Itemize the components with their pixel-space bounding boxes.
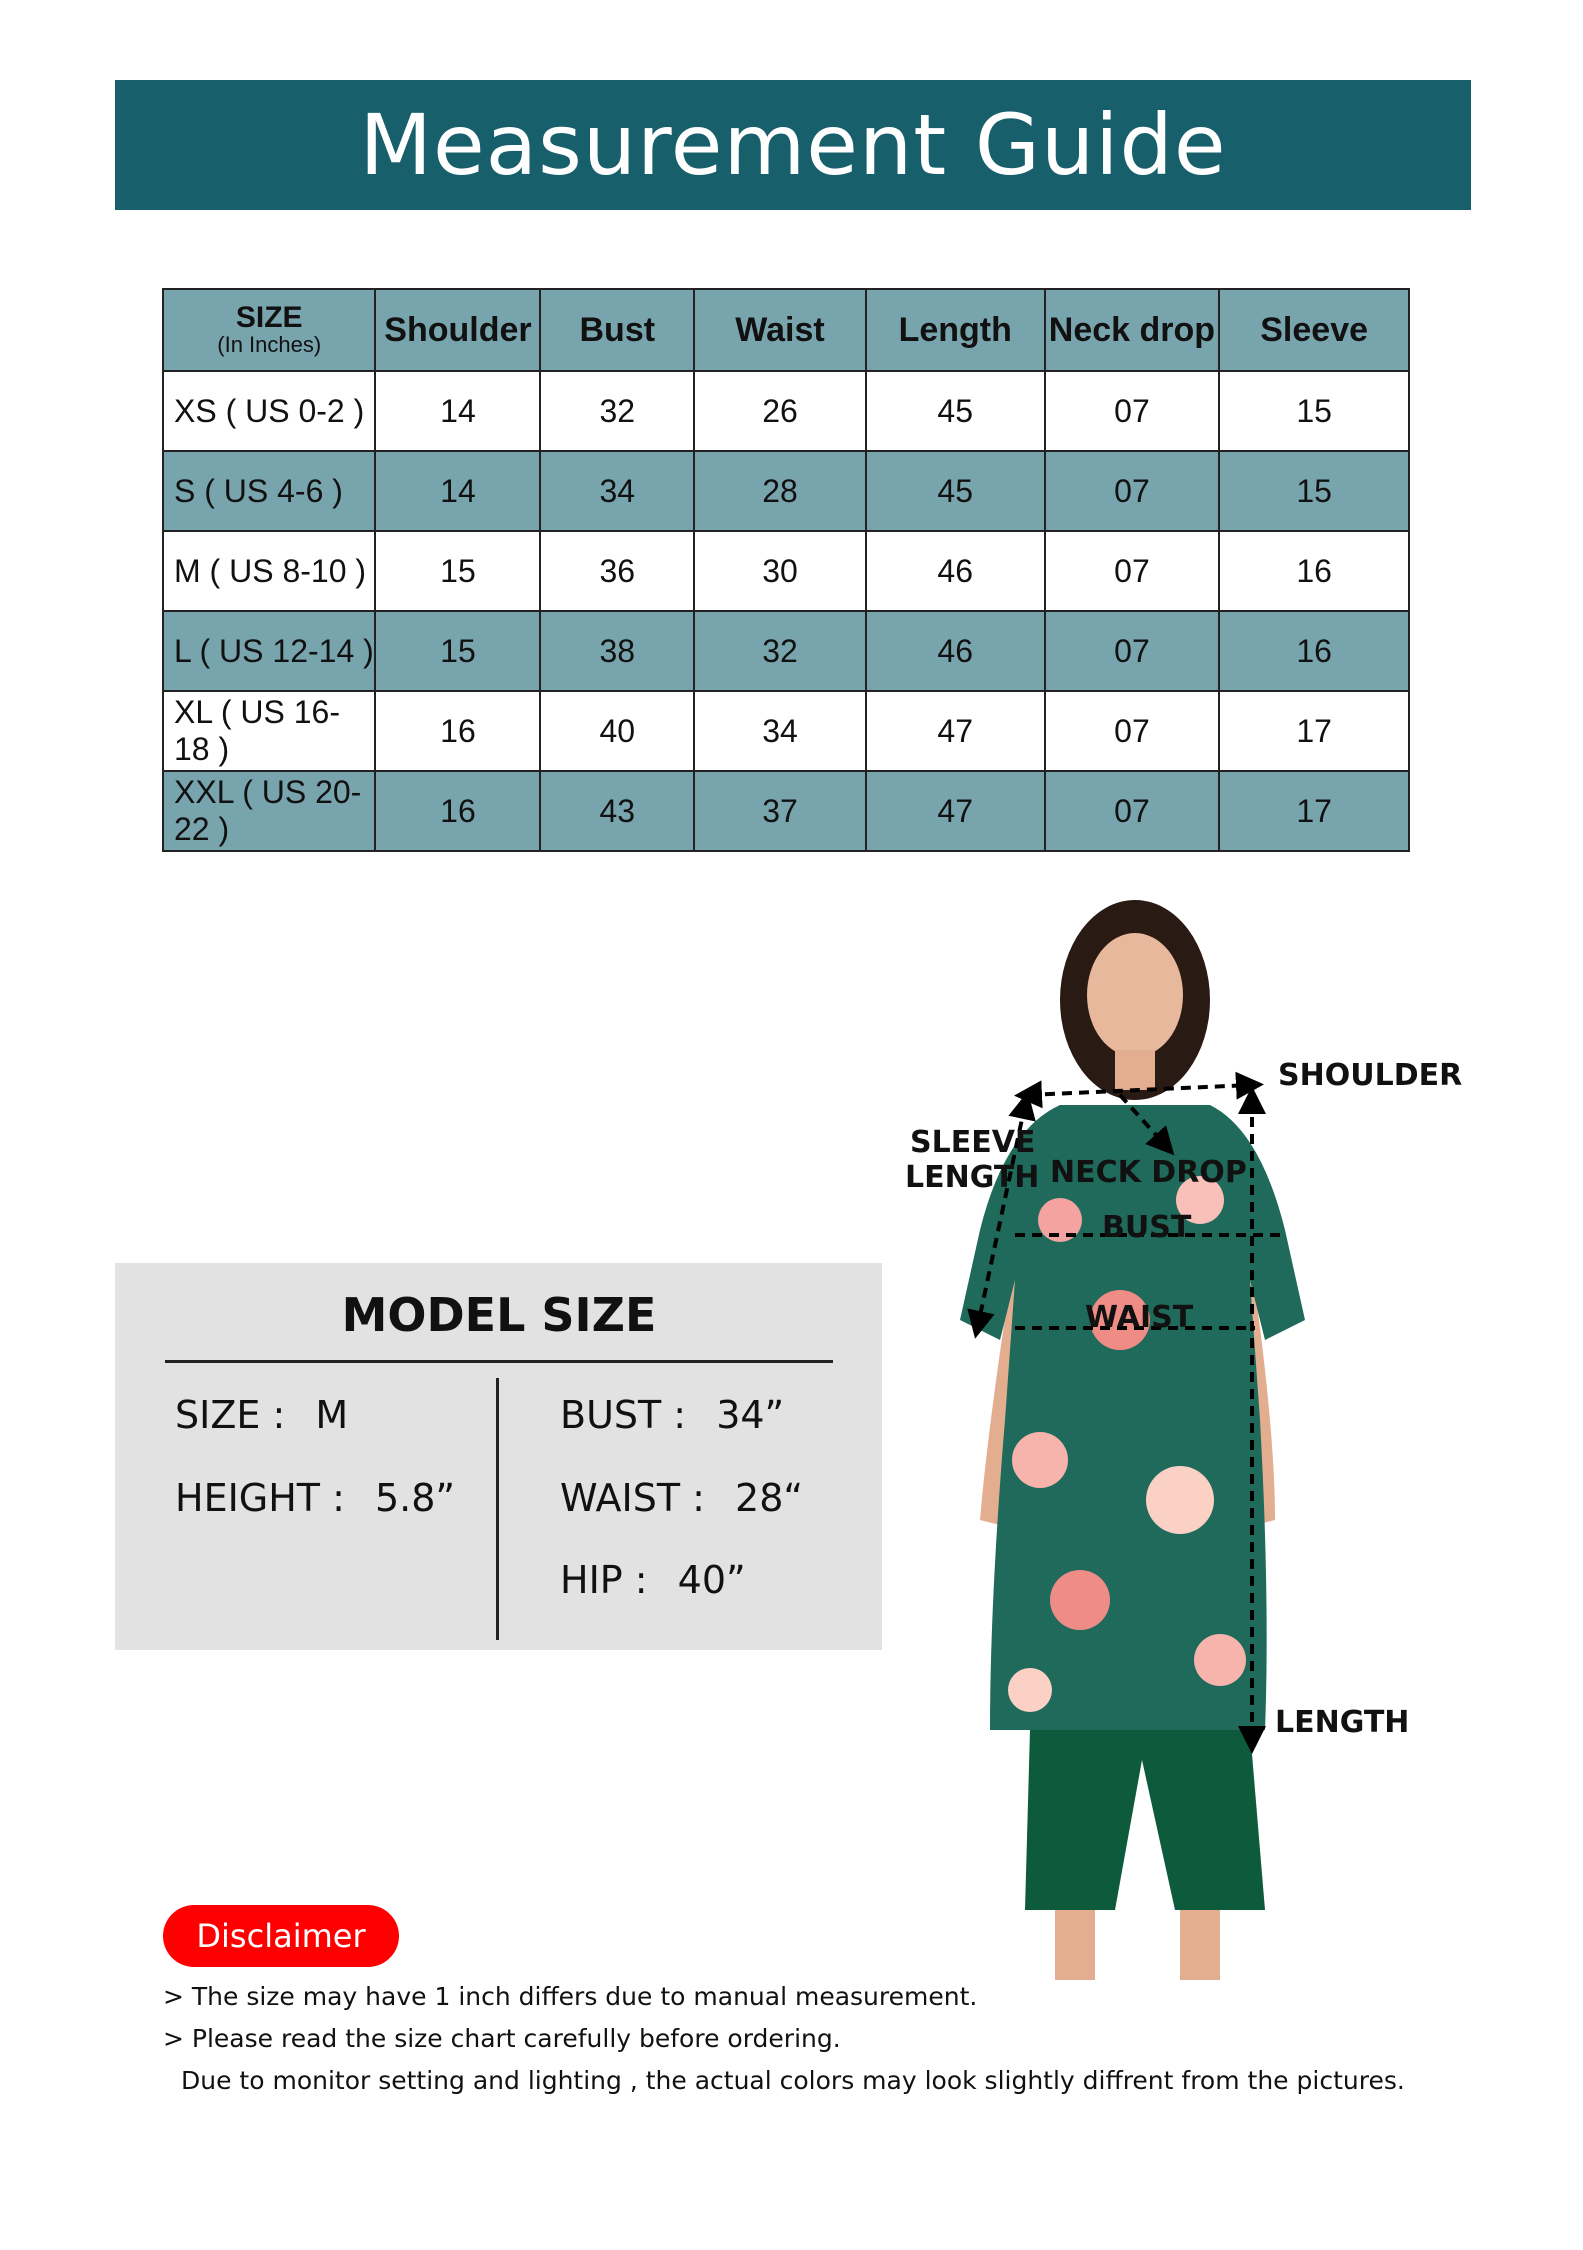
bust-label: BUST: [1102, 1210, 1192, 1245]
shoulder-cell: 14: [375, 371, 540, 451]
model-waist-value: 28“: [735, 1476, 804, 1520]
pants-shape: [1025, 1730, 1265, 1910]
shoulder-cell: 16: [375, 691, 540, 771]
header-shoulder: Shoulder: [375, 289, 540, 371]
flower-decoration: [1050, 1570, 1110, 1630]
bust-cell: 38: [540, 611, 694, 691]
neck-drop-cell: 07: [1045, 611, 1220, 691]
model-figure: [880, 900, 1480, 2020]
waist-cell: 34: [694, 691, 866, 771]
waist-label: WAIST: [1085, 1300, 1194, 1335]
disclaimer-badge: Disclaimer: [163, 1905, 399, 1967]
header-size-unit: (In Inches): [217, 332, 322, 357]
shoulder-label: SHOULDER: [1278, 1058, 1463, 1093]
disclaimer-line: > The size may have 1 inch differs due to manual measurement.: [163, 1982, 978, 2011]
model-height-row: [175, 1476, 455, 1520]
model-bust-row: [560, 1393, 784, 1437]
page-title: Measurement Guide: [359, 96, 1227, 194]
neck-shape: [1115, 1050, 1155, 1090]
length-cell: 46: [866, 611, 1045, 691]
size-cell: L ( US 12-14 ): [163, 611, 375, 691]
table-row: [163, 691, 1409, 771]
left-foot: [1055, 1910, 1095, 1980]
size-cell: XL ( US 16-18 ): [163, 691, 375, 771]
size-cell: M ( US 8-10 ): [163, 531, 375, 611]
neck-drop-cell: 07: [1045, 531, 1220, 611]
shoulder-cell: 15: [375, 611, 540, 691]
flower-decoration: [1008, 1668, 1052, 1712]
bust-cell: 32: [540, 371, 694, 451]
model-hip-label: HIP :: [560, 1558, 648, 1602]
length-cell: 45: [866, 451, 1045, 531]
header-waist: Waist: [694, 289, 866, 371]
model-size-box: [115, 1263, 882, 1650]
shoulder-cell: 16: [375, 771, 540, 851]
table-row: [163, 451, 1409, 531]
neck-drop-label: NECK DROP: [1050, 1155, 1247, 1190]
model-waist-label: WAIST :: [560, 1476, 705, 1520]
model-bust-label: BUST :: [560, 1393, 687, 1437]
shoulder-cell: 14: [375, 451, 540, 531]
length-cell: 47: [866, 771, 1045, 851]
sleeve-cell: 15: [1219, 451, 1409, 531]
disclaimer-line: > Please read the size chart carefully before ordering.: [163, 2024, 841, 2053]
model-height-label: HEIGHT :: [175, 1476, 345, 1520]
waist-cell: 37: [694, 771, 866, 851]
sleeve-label-line1: SLEEVE: [910, 1125, 1036, 1160]
bust-cell: 36: [540, 531, 694, 611]
size-cell: XS ( US 0-2 ): [163, 371, 375, 451]
table-row: [163, 771, 1409, 851]
model-size-value: M: [315, 1393, 349, 1437]
neck-drop-cell: 07: [1045, 371, 1220, 451]
size-cell: XXL ( US 20-22 ): [163, 771, 375, 851]
table-row: [163, 611, 1409, 691]
header-sleeve: Sleeve: [1219, 289, 1409, 371]
header-neck-drop: Neck drop: [1045, 289, 1220, 371]
sleeve-cell: 17: [1219, 771, 1409, 851]
size-chart-table: [162, 288, 1410, 852]
model-height-value: 5.8”: [375, 1476, 456, 1520]
bust-cell: 40: [540, 691, 694, 771]
model-hip-value: 40”: [677, 1558, 746, 1602]
header-size-label: SIZE: [235, 301, 303, 334]
model-size-divider: [496, 1378, 499, 1640]
flower-decoration: [1146, 1466, 1214, 1534]
table-row: [163, 531, 1409, 611]
bust-cell: 43: [540, 771, 694, 851]
length-cell: 45: [866, 371, 1045, 451]
model-size-label: SIZE :: [175, 1393, 286, 1437]
model-size-rule: [165, 1360, 833, 1363]
title-banner: [115, 80, 1471, 210]
length-cell: 47: [866, 691, 1045, 771]
header-size: [163, 289, 375, 371]
sleeve-cell: 16: [1219, 611, 1409, 691]
neck-drop-cell: 07: [1045, 451, 1220, 531]
shoulder-cell: 15: [375, 531, 540, 611]
header-bust: Bust: [540, 289, 694, 371]
neck-drop-cell: 07: [1045, 771, 1220, 851]
model-size-title: MODEL SIZE: [341, 1288, 657, 1342]
length-label: LENGTH: [1275, 1705, 1410, 1740]
header-length: Length: [866, 289, 1045, 371]
waist-cell: 28: [694, 451, 866, 531]
sleeve-cell: 17: [1219, 691, 1409, 771]
table-header-row: [163, 289, 1409, 371]
sleeve-label-line2: LENGTH: [905, 1160, 1040, 1195]
disclaimer-line: Due to monitor setting and lighting , the actual colors may look slightly diffrent from the pictures.: [181, 2066, 1405, 2095]
table-row: [163, 371, 1409, 451]
flower-decoration: [1012, 1432, 1068, 1488]
sleeve-cell: 15: [1219, 371, 1409, 451]
bust-cell: 34: [540, 451, 694, 531]
face-shape: [1087, 933, 1183, 1057]
size-cell: S ( US 4-6 ): [163, 451, 375, 531]
right-foot: [1180, 1910, 1220, 1980]
neck-drop-cell: 07: [1045, 691, 1220, 771]
flower-decoration: [1194, 1634, 1246, 1686]
model-size-row: [175, 1393, 348, 1437]
model-waist-row: [560, 1476, 803, 1520]
waist-cell: 30: [694, 531, 866, 611]
length-cell: 46: [866, 531, 1045, 611]
waist-cell: 32: [694, 611, 866, 691]
sleeve-cell: 16: [1219, 531, 1409, 611]
model-bust-value: 34”: [716, 1393, 785, 1437]
waist-cell: 26: [694, 371, 866, 451]
model-hip-row: [560, 1558, 746, 1602]
